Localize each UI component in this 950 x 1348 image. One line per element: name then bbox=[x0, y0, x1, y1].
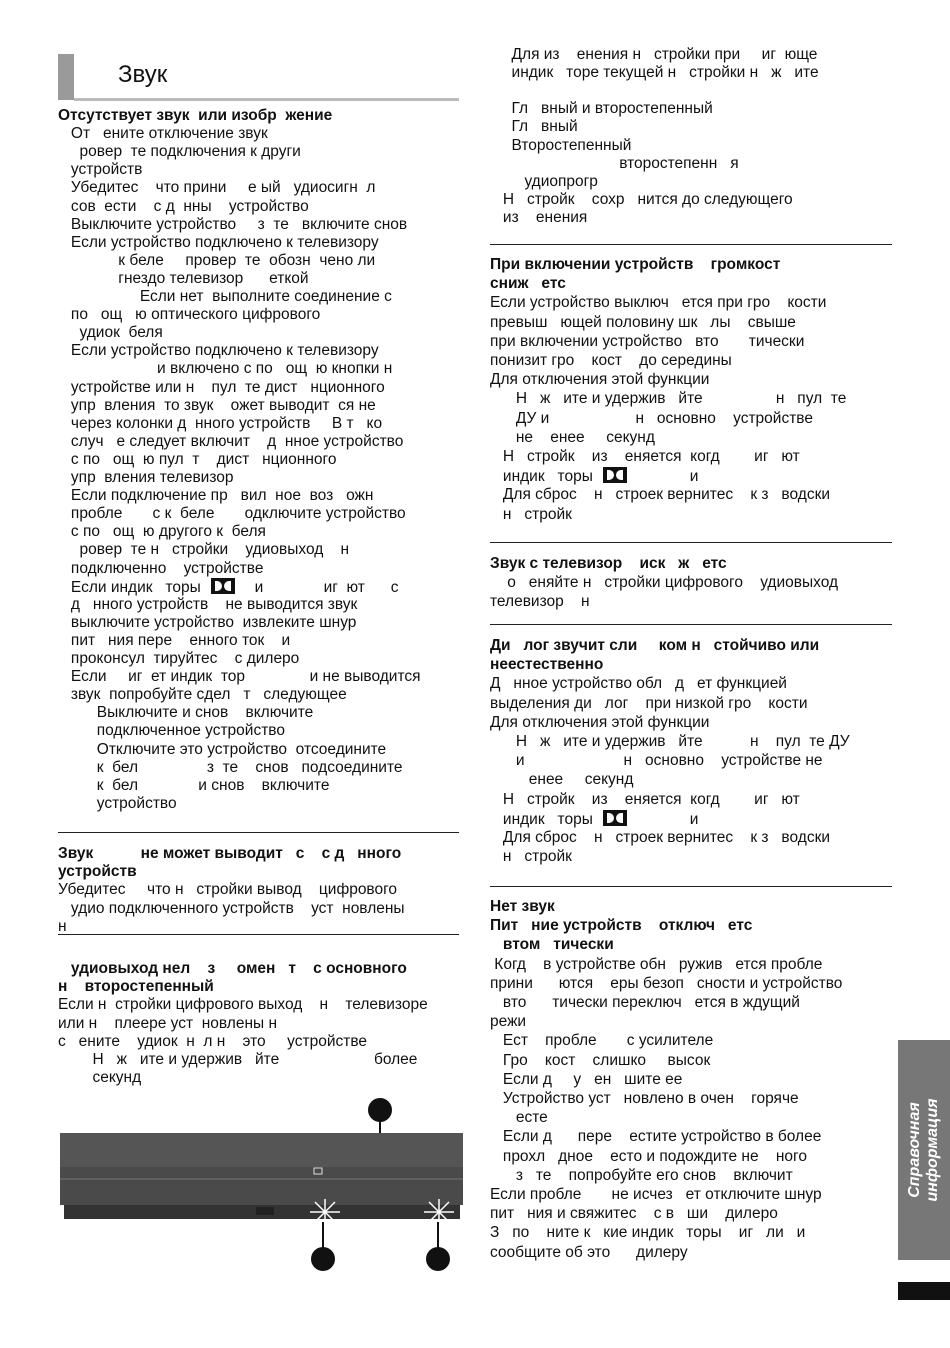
text-line: второстепенн я bbox=[490, 154, 739, 172]
section-heading-line: Нет звук bbox=[490, 898, 555, 915]
text-line: к бел з те снов подсоедините bbox=[58, 758, 403, 776]
text-line: Убедитес что прини е ый удиосигн л bbox=[58, 179, 376, 197]
section-heading-line: сниж етс bbox=[490, 275, 566, 293]
section-heading-line: удиовыход нел з омен т с основного bbox=[58, 960, 407, 977]
text-line: Для отключения этой функции bbox=[490, 371, 710, 389]
text-line: З по ните к кие индик торы иг ли и bbox=[490, 1224, 806, 1242]
text-line: при включении устройство вто тически bbox=[490, 332, 805, 350]
text-line: с по ощ ю пул т дист нционного bbox=[58, 450, 337, 468]
text-line: секунд bbox=[58, 1069, 142, 1087]
side-tab-label: Справочная информация bbox=[906, 1098, 941, 1202]
text-line: ровер те н стройки удиовыход н bbox=[58, 541, 350, 559]
double-d-indicator-icon bbox=[603, 810, 627, 826]
divider bbox=[490, 624, 892, 625]
text-line: с ените удиок н л н это устройстве bbox=[58, 1032, 368, 1050]
divider bbox=[490, 244, 892, 245]
text-line: прини ются еры безоп сности и устройство bbox=[490, 974, 843, 992]
text-line: Н стройк сохр нится до следующего bbox=[490, 190, 793, 208]
section-heading-line: Отсутствует звук или изобр жение bbox=[58, 107, 333, 124]
text-line: н стройк bbox=[490, 848, 572, 866]
text-line: индик торы и bbox=[490, 810, 699, 828]
text-line: Выключите и снов включите bbox=[58, 704, 314, 722]
text-line: Гл вный и второстепенный bbox=[490, 100, 713, 118]
text-line: Если устройство подключено к телевизору bbox=[58, 342, 379, 360]
divider bbox=[490, 542, 892, 543]
text-line: индик торе текущей н стройки н ж ите bbox=[490, 64, 819, 82]
section-heading-line: Звук не может выводит с с д нного bbox=[58, 845, 402, 862]
text-line: ровер те подключения к други bbox=[58, 143, 301, 161]
text-line: Д нное устройство обл д ет функцией bbox=[490, 675, 787, 693]
heading-marker bbox=[58, 54, 74, 100]
text-line: Если д у ен шите ее bbox=[490, 1070, 683, 1088]
text-line: Для сброс н строек вернитес к з водски bbox=[490, 486, 831, 504]
text-line: понизит гро кост до середины bbox=[490, 352, 732, 369]
text-line: Гл вный bbox=[490, 118, 578, 136]
text-line: Если индик торы и иг ют с bbox=[58, 578, 399, 596]
text-line: пробле с к беле одключите устройство bbox=[58, 505, 406, 523]
text-line: проконсул тируйтес с дилеро bbox=[58, 650, 300, 667]
divider bbox=[58, 934, 459, 935]
text-line: Убедитес что н стройки вывод цифрового bbox=[58, 881, 398, 899]
text-line: Н стройк из еняется когд иг ют bbox=[490, 448, 800, 465]
text-line: к беле провер те обозн чено ли bbox=[58, 251, 376, 269]
text-line: сов ести с д нны устройство bbox=[58, 197, 309, 215]
text-line: Ест пробле с усилителе bbox=[490, 1032, 714, 1050]
text-line: удиок беля bbox=[58, 324, 163, 342]
text-line: Второстепенный bbox=[490, 136, 632, 154]
page-marker bbox=[898, 1282, 950, 1300]
text-line: к бел и снов включите bbox=[58, 776, 330, 794]
text-line: или н плеере уст новлены н bbox=[58, 1014, 278, 1032]
device-illustration bbox=[58, 1095, 468, 1295]
double-d-indicator-icon bbox=[211, 578, 235, 594]
text-line: через колонки д нного устройств В т ко bbox=[58, 414, 383, 432]
text-line: Если нет выполните соединение с bbox=[58, 288, 392, 305]
text-line: Если устройство выключ ется при гро кости bbox=[490, 294, 827, 312]
text-line: подключенное устройство bbox=[58, 722, 285, 740]
text-line: выключите устройство извлеките шнур bbox=[58, 613, 357, 631]
heading-underline bbox=[74, 98, 459, 101]
text-line: пит ния пере енного ток и bbox=[58, 631, 291, 649]
text-line: устройств bbox=[58, 161, 143, 179]
side-tab bbox=[898, 1040, 950, 1260]
text-line: Н стройк из еняется когд иг ют bbox=[490, 790, 800, 808]
double-d-indicator-icon bbox=[603, 467, 627, 483]
text-line: удиопрогр bbox=[490, 172, 598, 190]
text-line: Гро кост слишко высок bbox=[490, 1051, 711, 1069]
section-heading-line: неестественно bbox=[490, 656, 604, 674]
text-line: устройстве или н пул те дист нционного bbox=[58, 378, 385, 396]
text-line: Н ж ите и удержив йте более bbox=[58, 1051, 418, 1068]
text-line: упр вления то звук ожет выводит ся не bbox=[58, 396, 376, 414]
text-line: из енения bbox=[490, 208, 588, 226]
text-line: удио подключенного устройств уст новлены bbox=[58, 899, 405, 917]
text-line: подключенно устройстве bbox=[58, 559, 264, 577]
divider bbox=[490, 886, 892, 887]
text-line: н стройк bbox=[490, 505, 572, 523]
text-line: звук попробуйте сдел т следующее bbox=[58, 686, 347, 704]
text-line: Если подключение пр вил ное воз ожн bbox=[58, 487, 374, 505]
text-line: Если иг ет индик тор и не выводится bbox=[58, 668, 421, 686]
callout-marker-top bbox=[368, 1098, 392, 1122]
text-line: От ените отключение звук bbox=[58, 125, 268, 143]
text-line: и н основно устройстве не bbox=[490, 752, 823, 770]
text-line: Отключите это устройство отсоедините bbox=[58, 740, 387, 758]
section-heading-line: Пит ние устройств отключ етс bbox=[490, 917, 753, 935]
text-line: выделения ди лог при низкой гро кости bbox=[490, 694, 808, 712]
text-line: Н ж ите и удержив йте н пул те ДУ bbox=[490, 733, 850, 750]
text-line: Если пробле не исчез ет отключите шнур bbox=[490, 1186, 822, 1203]
section-heading-line: устройств bbox=[58, 863, 137, 881]
text-line: и включено с по ощ ю кнопки н bbox=[58, 360, 393, 378]
page-title: Звук bbox=[118, 61, 168, 88]
text-line: д нного устройств не выводится звук bbox=[58, 595, 358, 613]
text-line: устройство bbox=[58, 794, 177, 812]
text-line: н bbox=[58, 917, 67, 935]
text-line: з те попробуйте его снов включит bbox=[490, 1166, 793, 1184]
text-line: Для из енения н стройки при иг юще bbox=[490, 46, 818, 63]
text-line: Если устройство подключено к телевизору bbox=[58, 233, 379, 251]
text-line: о еняйте н стройки цифрового удиовыход bbox=[490, 574, 839, 592]
text-line: вто тически переключ ется в ждущий bbox=[490, 994, 800, 1011]
text-line: не енее секунд bbox=[490, 428, 655, 446]
callout-marker-left bbox=[311, 1247, 335, 1271]
text-line: прохл дное есто и подождите не ного bbox=[490, 1147, 807, 1165]
section-heading-line: Звук с телевизор иск ж етс bbox=[490, 555, 727, 572]
callout-marker-right bbox=[426, 1247, 450, 1271]
text-line: ДУ и н основно устройстве bbox=[490, 409, 813, 427]
text-line: режи bbox=[490, 1013, 527, 1031]
text-line: Если д пере естите устройство в более bbox=[490, 1128, 822, 1146]
text-line: превыш ющей половину шк лы свыше bbox=[490, 313, 796, 331]
text-line: случ е следует включит д нное устройство bbox=[58, 432, 404, 450]
text-line: Для отключения этой функции bbox=[490, 713, 710, 731]
text-line: Выключите устройство з те включите снов bbox=[58, 215, 408, 233]
text-line: енее секунд bbox=[490, 771, 634, 789]
section-heading-line: При включении устройств громкост bbox=[490, 256, 781, 273]
text-line: по ощ ю оптического цифрового bbox=[58, 306, 321, 324]
text-line: гнездо телевизор еткой bbox=[58, 269, 309, 287]
divider bbox=[58, 832, 459, 833]
section-heading-line: Ди лог звучит сли ком н стойчиво или bbox=[490, 637, 820, 654]
text-line: Когд в устройстве обн ружив ется пробле bbox=[490, 955, 823, 973]
section-heading-line: н второстепенный bbox=[58, 978, 214, 996]
text-line: сообщите об это дилеру bbox=[490, 1243, 688, 1261]
text-line: пит ния и свяжитес с в ши дилеро bbox=[490, 1205, 778, 1223]
text-line: Для сброс н строек вернитес к з водски bbox=[490, 829, 831, 846]
text-line: Н ж ите и удержив йте н пул те bbox=[490, 390, 847, 408]
text-line: телевизор н bbox=[490, 593, 590, 611]
text-line: индик торы и bbox=[490, 468, 699, 486]
text-line: упр вления телевизор bbox=[58, 469, 234, 486]
text-line: Устройство уст новлено в очен горяче bbox=[490, 1090, 799, 1107]
section-heading-line: втом тически bbox=[490, 936, 614, 954]
text-line: Если н стройки цифрового выход н телевизоре bbox=[58, 996, 428, 1014]
text-line: есте bbox=[490, 1109, 548, 1127]
text-line: с по ощ ю другого к беля bbox=[58, 523, 266, 541]
